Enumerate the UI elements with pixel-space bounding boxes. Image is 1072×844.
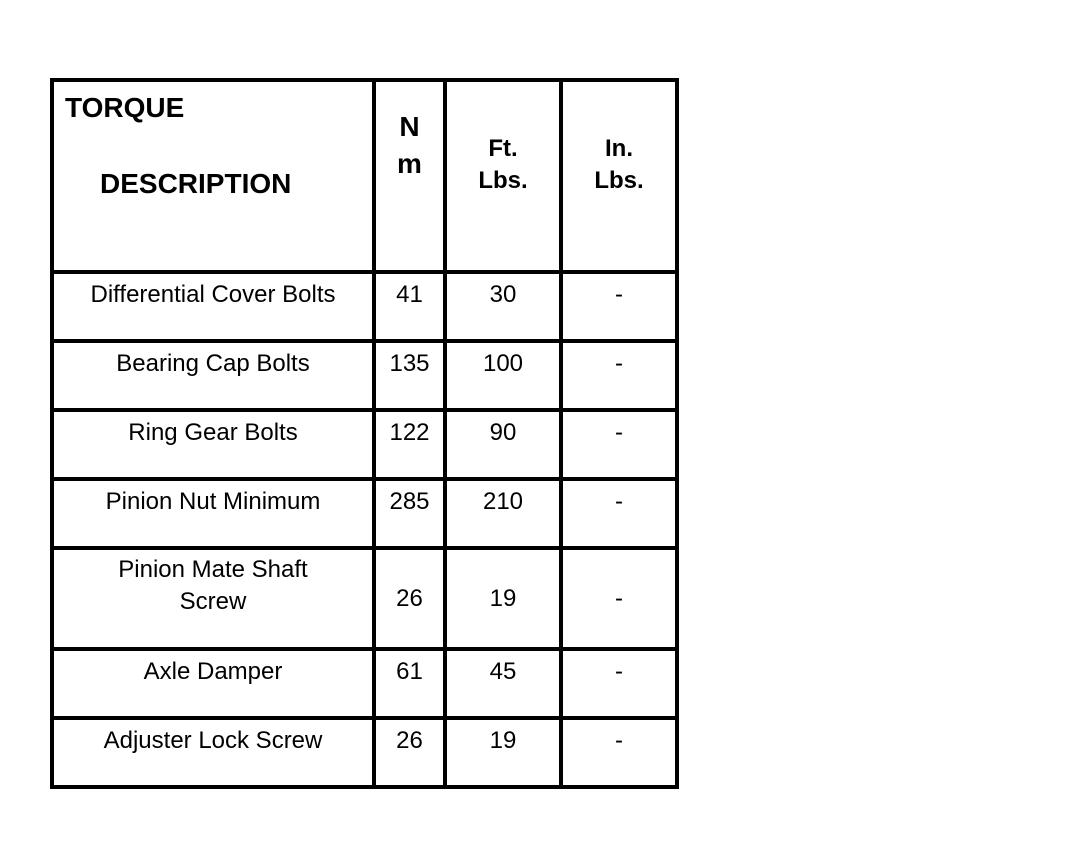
header-ft-line1: Ft. — [488, 135, 518, 162]
header-nm — [374, 80, 445, 272]
row-nm: 285 — [374, 479, 445, 548]
row-in-lbs: - — [561, 410, 677, 479]
row-ft-lbs: 90 — [445, 410, 561, 479]
header-nm-line2: m — [397, 148, 422, 179]
header-in-lbs — [561, 80, 677, 272]
table-row — [52, 548, 677, 649]
row-description: Differential Cover Bolts — [52, 272, 374, 341]
row-description-line2: Screw — [179, 588, 247, 615]
row-ft-lbs: 19 — [445, 548, 561, 649]
row-nm: 26 — [374, 718, 445, 787]
header-ft-lbs — [445, 80, 561, 272]
header-in-line1: In. — [605, 135, 633, 162]
header-nm-line1: N — [399, 111, 420, 142]
table-header-row — [52, 80, 677, 272]
row-in-lbs: - — [561, 649, 677, 718]
row-in-lbs: - — [561, 272, 677, 341]
table-row — [52, 272, 677, 341]
row-nm: 41 — [374, 272, 445, 341]
row-description: Ring Gear Bolts — [52, 410, 374, 479]
row-description: Axle Damper — [52, 649, 374, 718]
table-row — [52, 718, 677, 787]
table-row — [52, 649, 677, 718]
row-nm: 61 — [374, 649, 445, 718]
header-ft-line2: Lbs. — [478, 167, 528, 194]
table-row — [52, 341, 677, 410]
header-in-line2: Lbs. — [594, 167, 644, 194]
row-nm: 135 — [374, 341, 445, 410]
row-nm: 122 — [374, 410, 445, 479]
row-in-lbs: - — [561, 548, 677, 649]
row-in-lbs: - — [561, 479, 677, 548]
row-description: Pinion Nut Minimum — [52, 479, 374, 548]
torque-specification-table — [50, 78, 679, 789]
row-description: Bearing Cap Bolts — [52, 341, 374, 410]
row-ft-lbs: 19 — [445, 718, 561, 787]
row-in-lbs: - — [561, 341, 677, 410]
row-ft-lbs: 100 — [445, 341, 561, 410]
row-description: Adjuster Lock Screw — [52, 718, 374, 787]
row-description — [52, 548, 374, 649]
table-row — [52, 410, 677, 479]
row-description-line1: Pinion Mate Shaft — [118, 556, 308, 583]
row-nm: 26 — [374, 548, 445, 649]
header-description-label: DESCRIPTION — [100, 168, 292, 199]
row-ft-lbs: 210 — [445, 479, 561, 548]
header-torque-label: TORQUE — [65, 92, 185, 123]
row-ft-lbs: 30 — [445, 272, 561, 341]
row-ft-lbs: 45 — [445, 649, 561, 718]
table-row — [52, 479, 677, 548]
row-in-lbs: - — [561, 718, 677, 787]
header-description — [52, 80, 374, 272]
